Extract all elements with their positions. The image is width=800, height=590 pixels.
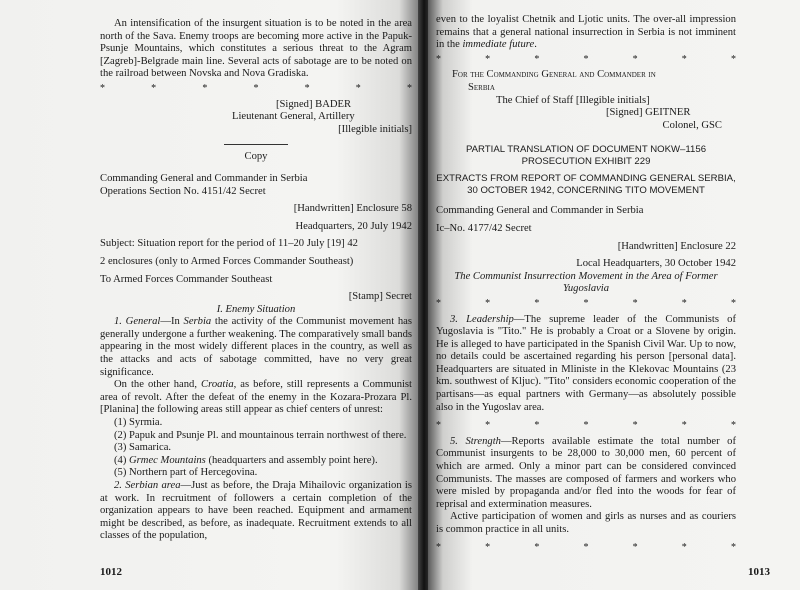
header-date: Local Headquarters, 30 October 1942 [576, 258, 736, 270]
list-item: (3) Samarica. [114, 442, 172, 454]
star-divider: * * * * * * * [436, 297, 736, 309]
signature-bader: [Signed] BADER [276, 98, 352, 110]
signature-colonel: Colonel, GSC [662, 119, 722, 131]
enclosure-note: [Handwritten] Enclosure 58 [293, 203, 412, 215]
signature-geitner: [Signed] GEITNER [606, 107, 691, 119]
header-date: Headquarters, 20 July 1942 [295, 220, 412, 232]
chief-of-staff: The Chief of Staff [Illegible initials] [496, 94, 650, 106]
continuation-paragraph: even to the loyalist Chetnik and Ljotic units. The over-all impression remains that a general national insurrection in Serbia is not imminent in the immediate future. [436, 14, 736, 51]
star-divider: * * * * * * * [436, 541, 736, 553]
star-divider: * * * * * * * [436, 53, 736, 65]
subject-line: Subject: Situation report for the period of 11–20 July [19] 42 [100, 238, 358, 250]
signature-rank: Lieutenant General, Artillery [232, 111, 355, 123]
right-text-column [436, 14, 736, 557]
list-item: (2) Papuk and Psunje Pl. and mountainous terrain northwest of there. [114, 429, 407, 441]
signature-initials: [Illegible initials] [338, 123, 412, 135]
for-commanding-line-2: Serbia [468, 81, 495, 93]
participation-paragraph: Active participation of women and girls as nurses and as couriers is common practice in all units. [436, 511, 736, 535]
star-divider: * * * * * * * [100, 82, 412, 94]
header-section: Operations Section No. 4151/42 Secret [100, 185, 266, 197]
report-title: The Communist Insurrection Movement in the Area of Former Yugoslavia [454, 270, 718, 295]
to-line: To Armed Forces Commander Southeast [100, 273, 273, 285]
for-commanding-line: For the Commanding General and Commander in [452, 69, 656, 81]
insurgent-paragraph: An intensification of the insurgent situation is to be noted in the area north of the Sava. Enemy troops are becoming more active in the Papuk-Psunje Mountains, which constitutes a serious threat to the Agram [Zagreb]-Belgrade main line. Several acts of sabotage are to be noted on the railroad between Novska and Nova Gradiska. [100, 18, 412, 80]
leadership-paragraph: 3. Leadership—The supreme leader of the Communists of Yugoslavia is "Tito." He is probably a Croat or a Slovene by origin. He is alleged to have participated in the Spanish Civil War. Up to now, no details could be ascertained regarding his person [personal data]. Headquarters are situated in Mliniste in the Klekovac Mountains (23 km. southwest of Kljuc). "Tito" considers economic cooperation of the partisans—as equal partners with Germany—as absolutely possible also in the Yugoslav area. [436, 313, 736, 413]
header-command: Commanding General and Commander in Serbia [100, 172, 308, 184]
section-heading: I. Enemy Situation [216, 303, 296, 315]
right-page [428, 0, 800, 590]
list-item: (5) Northern part of Hercegovina. [114, 467, 258, 479]
serbian-paragraph: 2. Serbian area—Just as before, the Draja Mihailovic organization is at work. In recruitment of followers a certain completion of the organization appears to have been reached. Equipment and armament might be described, as before, as inadequate. Recruitment extends to all classes of the population, [100, 480, 412, 542]
star-divider: * * * * * * * [436, 420, 736, 432]
header-number: Ic–No. 4177/42 Secret [436, 222, 532, 234]
enclosures-line: 2 enclosures (only to Armed Forces Commander Southeast) [100, 255, 354, 267]
list-item: (4) Grmec Mountains (headquarters and assembly point here). [114, 454, 378, 466]
enclosure-note: [Handwritten] Enclosure 22 [617, 240, 736, 252]
page-number-right: 1013 [748, 566, 770, 578]
header-command: Commanding General and Commander in Serbia [436, 205, 644, 217]
list-item: (1) Syrmia. [114, 417, 163, 429]
croatia-paragraph: On the other hand, Croatia, as before, still represents a Communist area of revolt. After the defeat of the enemy in the Kozara-Prozara Pl. [Planina] the following areas still appear as chief centers of unrest: [100, 379, 412, 416]
document-heading: PARTIAL TRANSLATION OF DOCUMENT NOKW–1156 PROSECUTION EXHIBIT 229 EXTRACTS FROM REPORT OF COMMANDING GENERAL SERBIA, 30 OCTOBER 1942, CONCERNING TITO MOVEMENT [436, 144, 736, 196]
copy-label: Copy [244, 151, 268, 163]
page-number-left: 1012 [100, 566, 122, 578]
general-paragraph: 1. General—In Serbia the activity of the Communist movement has generally undergone a further weakening. The comparatively small bands appearing in the most widely different places in the country, as well as the attacks and acts of sabotage committed, have no very great significance. [100, 316, 412, 378]
stamp-secret: [Stamp] Secret [348, 291, 412, 303]
divider-rule [224, 144, 288, 145]
strength-paragraph: 5. Strength—Reports available estimate the total number of Communist insurgents to be 28,000 to 30,000 men, 60 percent of which are armed. Only a minor part can be considered convinced Communists. The masses are composed of farmers and workers who were misled by propaganda and/or fled into the woods for fear of reprisal and extermination measures. [436, 435, 736, 510]
left-text-column [100, 18, 412, 543]
